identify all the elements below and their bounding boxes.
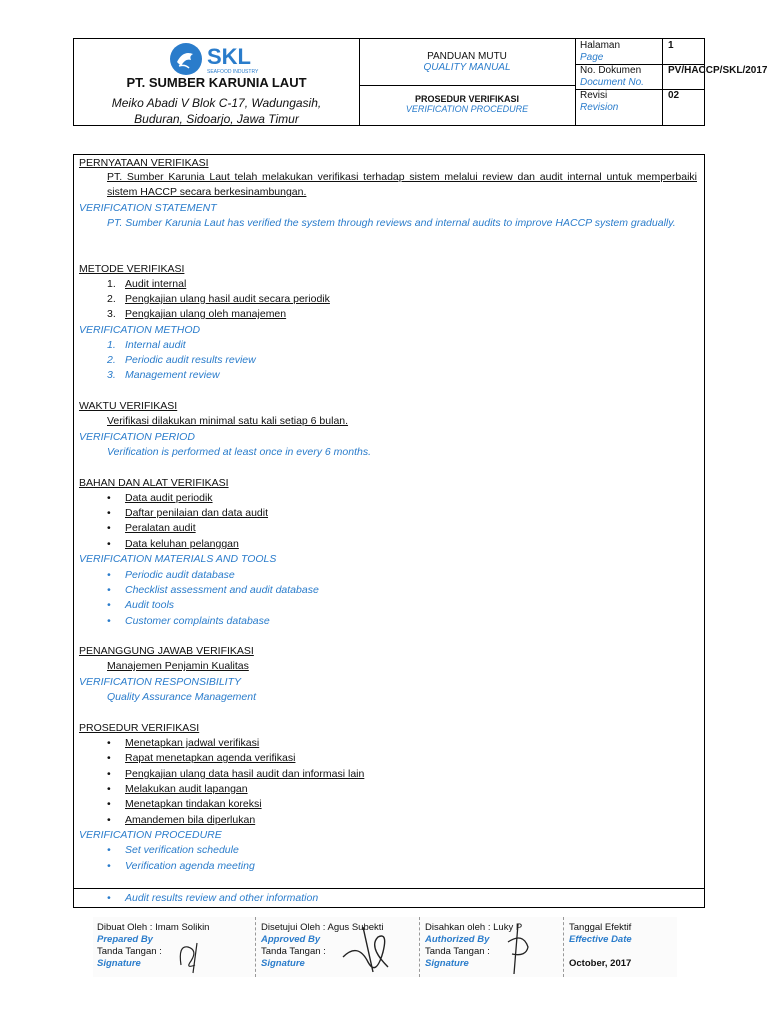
method-item-en: 1. Internal audit: [107, 339, 186, 351]
revision-label-en: Revision: [580, 102, 619, 113]
procedure-item: • Melakukan audit lapangan: [107, 783, 248, 795]
address-line-1: Meiko Abadi V Blok C-17, Wadungasih,: [111, 96, 322, 110]
doc-number-label: No. Dokumen: [580, 65, 642, 76]
method-item: 1. Audit internal: [107, 278, 187, 290]
materials-heading-en: VERIFICATION MATERIALS AND TOOLS: [79, 553, 277, 565]
statement-heading-en: VERIFICATION STATEMENT: [79, 202, 217, 214]
signature-label: Tanda Tangan :: [425, 946, 490, 957]
page-label: Halaman: [580, 40, 621, 51]
page-label-en: Page: [580, 52, 604, 63]
company-block: [74, 39, 360, 125]
procedure-heading: PROSEDUR VERIFIKASI: [79, 722, 200, 734]
procedure-item: • Amandemen bila diperlukan: [107, 814, 256, 826]
effective-date-label: Tanggal Efektif: [569, 922, 632, 933]
page-row: [576, 39, 704, 65]
quality-manual-title: QUALITY MANUAL: [423, 62, 511, 73]
signature-mark: [498, 922, 538, 977]
authorized-by-label: Disahkan oleh : Luky P: [425, 922, 523, 933]
method-item: 2. Pengkajian ulang hasil audit secara periodik: [107, 293, 330, 305]
period-heading-en: VERIFICATION PERIOD: [79, 431, 195, 443]
procedure-item-en: • Audit results review and other information: [107, 892, 319, 904]
materials-item: • Data audit periodik: [107, 492, 213, 504]
materials-item: • Peralatan audit: [107, 522, 196, 534]
signature-label: Tanda Tangan :: [261, 946, 326, 957]
responsibility-text-en: Quality Assurance Management: [107, 691, 257, 703]
signature-footer: [93, 917, 677, 977]
procedure-title-en: VERIFICATION PROCEDURE: [405, 104, 529, 114]
period-heading: WAKTU VERIFIKASI: [79, 400, 178, 412]
signature-label-en: Signature: [425, 958, 469, 969]
statement-heading: PERNYATAAN VERIFIKASI: [79, 157, 209, 169]
procedure-item-en: • Set verification schedule: [107, 844, 239, 856]
signature-mark: [338, 922, 398, 977]
method-item: 3. Pengkajian ulang oleh manajemen: [107, 308, 287, 320]
procedure-item: • Menetapkan jadwal verifikasi: [107, 737, 260, 749]
svg-text:SEAFOOD INDUSTRY: SEAFOOD INDUSTRY: [207, 69, 259, 75]
statement-text-en: PT. Sumber Karunia Laut has verified the system through reviews and internal audits to improve HACCP system gradually.: [107, 217, 676, 229]
manual-block: [359, 39, 576, 125]
statement-text: PT. Sumber Karunia Laut telah melakukan verifikasi terhadap sistem melalui review dan audit internal untuk memperbaiki sistem HACCP secara berkesinambungan.: [107, 171, 697, 199]
responsibility-text: Manajemen Penjamin Kualitas: [107, 660, 249, 672]
period-text-en: Verification is performed at least once in every 6 months.: [107, 446, 371, 458]
document-info: [576, 39, 768, 125]
approved-by-label: Disetujui Oleh : Agus Subekti: [261, 922, 384, 933]
materials-item-en: • Checklist assessment and audit database: [107, 584, 319, 596]
procedure-item: • Menetapkan tindakan koreksi: [107, 798, 262, 810]
procedure-heading-en: VERIFICATION PROCEDURE: [79, 829, 222, 841]
signature-label-en: Signature: [97, 958, 141, 969]
procedure-item: • Pengkajian ulang data hasil audit dan informasi lain: [107, 768, 365, 780]
svg-text:SKL: SKL: [207, 44, 251, 69]
page-number: 1: [668, 40, 674, 51]
prepared-by-label: Dibuat Oleh : Imam Solikin: [97, 922, 210, 933]
method-item-en: 2. Periodic audit results review: [107, 354, 256, 366]
revision-label: Revisi: [580, 90, 608, 101]
company-name: PT. SUMBER KARUNIA LAUT: [126, 75, 307, 90]
materials-item-en: • Periodic audit database: [107, 569, 235, 581]
prepared-by-label-en: Prepared By: [97, 934, 153, 945]
signature-mark: [173, 935, 213, 975]
procedure-item: • Rapat menetapkan agenda verifikasi: [107, 752, 296, 764]
method-item-en: 3. Management review: [107, 369, 220, 381]
effective-date-value: October, 2017: [569, 958, 632, 969]
period-text: Verifikasi dilakukan minimal satu kali setiap 6 bulan.: [107, 415, 349, 427]
effective-date-block: [569, 922, 632, 970]
method-heading: METODE VERIFIKASI: [79, 263, 185, 275]
materials-item-en: • Audit tools: [107, 599, 175, 611]
approved-by-label-en: Approved By: [261, 934, 321, 945]
method-heading-en: VERIFICATION METHOD: [79, 324, 201, 336]
responsibility-heading: PENANGGUNG JAWAB VERIFIKASI: [79, 645, 254, 657]
doc-number-value: PV/HACCP/SKL/2017: [668, 65, 768, 76]
document-body: [73, 154, 705, 908]
address-line-2: Buduran, Sidoarjo, Jawa Timur: [134, 112, 299, 126]
authorized-by-label-en: Authorized By: [425, 934, 490, 945]
company-address: [74, 95, 359, 127]
responsibility-heading-en: VERIFICATION RESPONSIBILITY: [79, 676, 242, 688]
doc-number-label-en: Document No.: [580, 77, 644, 88]
revision-row: [576, 89, 704, 125]
document-header: [73, 38, 768, 126]
panduan-title: PANDUAN MUTU: [427, 51, 507, 62]
materials-item: • Daftar penilaian dan data audit: [107, 507, 269, 519]
signature-label-en: Signature: [261, 958, 305, 969]
signature-label: Tanda Tangan :: [97, 946, 162, 957]
effective-date-label-en: Effective Date: [569, 934, 632, 945]
materials-item: • Data keluhan pelanggan: [107, 538, 239, 550]
procedure-title: PROSEDUR VERIFIKASI: [414, 94, 519, 104]
materials-heading: BAHAN DAN ALAT VERIFIKASI: [79, 477, 229, 489]
materials-item-en: • Customer complaints database: [107, 615, 270, 627]
revision-value: 02: [668, 90, 680, 101]
procedure-item-en: • Verification agenda meeting: [107, 860, 255, 872]
document-number-row: [576, 64, 768, 90]
body-divider: [74, 888, 704, 889]
